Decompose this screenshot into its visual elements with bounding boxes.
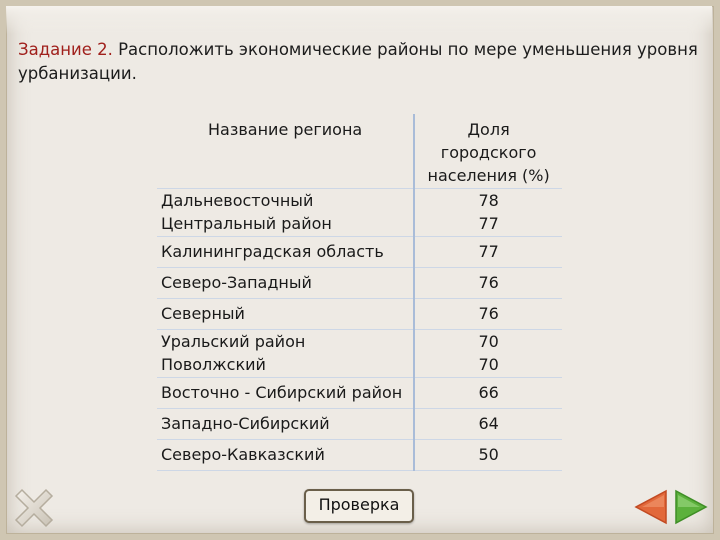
table-row (157, 299, 562, 330)
table-header-row (157, 114, 562, 189)
table-row (157, 378, 562, 409)
share-cell: 66 (414, 378, 562, 409)
region-cell: Дальневосточный Центральный район (161, 191, 332, 233)
share-cell: 70 70 (414, 330, 562, 378)
check-button[interactable]: Проверка (304, 489, 414, 523)
share-cell: 78 77 (414, 189, 562, 237)
header-share: Доля городского населения (%) (414, 114, 562, 189)
table-row (157, 189, 562, 237)
share-cell: 50 (414, 440, 562, 471)
next-arrow-icon[interactable] (672, 488, 710, 526)
region-cell: Северный (161, 304, 245, 323)
table-row (157, 409, 562, 440)
region-cell: Калининградская область (161, 242, 384, 261)
region-cell: Уральский район Поволжский (161, 332, 306, 374)
task-statement (18, 38, 698, 86)
share-cell: 77 (414, 237, 562, 268)
close-icon[interactable] (10, 484, 58, 532)
panel-gloss (6, 6, 712, 34)
table-row (157, 440, 562, 471)
share-cell: 76 (414, 268, 562, 299)
share-cell: 76 (414, 299, 562, 330)
urbanization-table (157, 114, 562, 471)
prev-arrow-icon[interactable] (632, 488, 670, 526)
header-region: Название региона (208, 120, 363, 139)
region-cell: Восточно - Сибирский район (161, 383, 403, 402)
region-cell: Северо-Кавказский (161, 445, 325, 464)
share-cell: 64 (414, 409, 562, 440)
region-cell: Северо-Западный (161, 273, 312, 292)
region-cell: Западно-Сибирский (161, 414, 330, 433)
task-text: Расположить экономические районы по мере уменьшения уровня урбанизации. (18, 40, 698, 83)
task-label: Задание 2. (18, 40, 113, 59)
table-row (157, 330, 562, 378)
table-row (157, 237, 562, 268)
table-row (157, 268, 562, 299)
